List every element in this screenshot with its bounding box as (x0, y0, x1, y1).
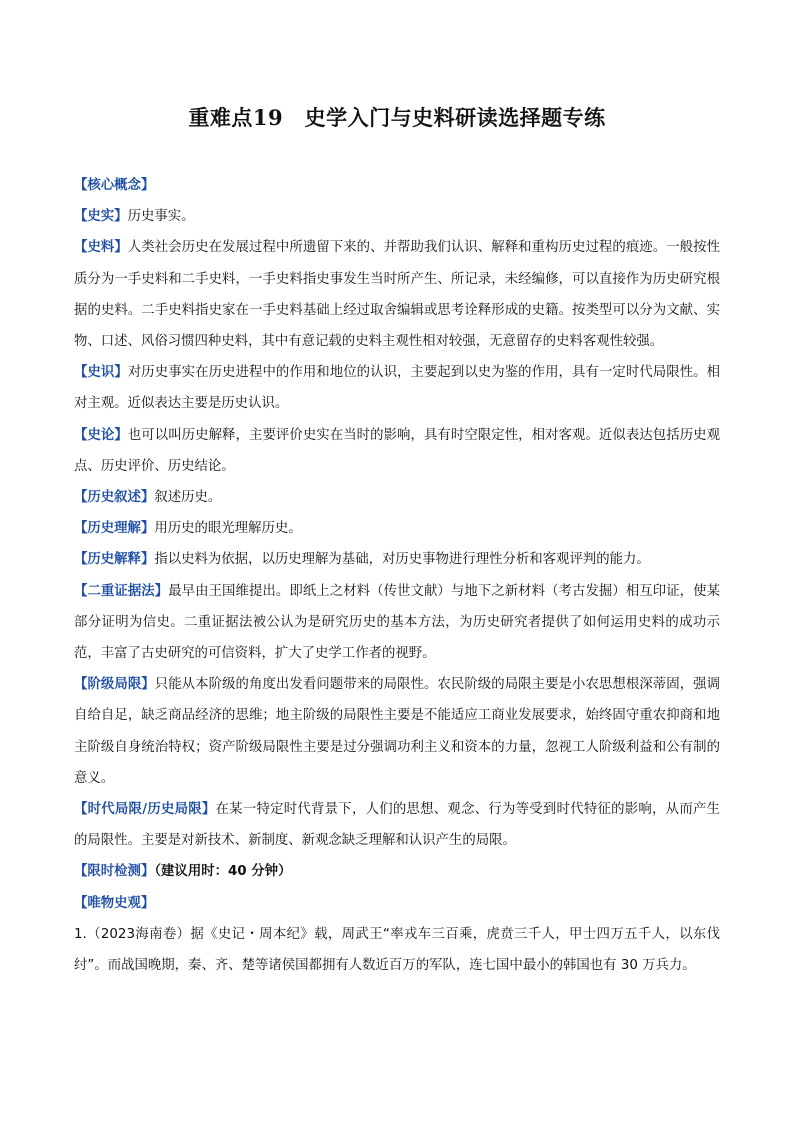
entry-shishi-recognition (74, 357, 720, 419)
entry-history-narration (74, 482, 720, 513)
entry-text: 人类社会历史在发展过程中所遗留下来的、并帮助我们认识、解释和重构历史过程的痕迹。一般按性质分为一手史料和二手史料，一手史料指史事发生当时所产生、所记录，未经编修，可以直接作为历史研究根据的史料。二手史料指史家在一手史料基础上经过取舍编辑或思考诠释形成的史籍。按类型可以分为文献、实物、口述、风俗习惯四种史料，其中有意记载的史料主观性相对较强，无意留存的史料客观性较强。 (74, 240, 721, 350)
entry-text: 历史事实。 (127, 209, 195, 225)
entry-era-limitation (74, 794, 720, 856)
section-heading-timed-test: 【限时检测】（建议用时：40 分钟） (74, 864, 292, 880)
entry-term: 【史论】 (74, 427, 128, 443)
page-title: 重难点19 史学入门与史料研读选择题专练 (188, 105, 606, 130)
question-1: 1.（2023海南卷）据《史记・周本纪》载，周武王“率戎车三百乘，虎贲三千人，甲士四万五千人，以东伐纣”。而战国晚期，秦、齐、楚等诸侯国都拥有人数近百万的军队，连七国中最小的韩国也有 30 万兵力。 (74, 926, 720, 974)
entry-history-understanding (74, 513, 720, 544)
entry-term: 【历史解释】 (74, 552, 155, 568)
entry-shiliao (74, 232, 720, 357)
document-body (74, 170, 720, 981)
entry-term: 【二重证据法】 (74, 583, 169, 599)
entry-class-limitation (74, 669, 720, 794)
section-heading-core-concepts: 【核心概念】 (74, 178, 155, 193)
entry-term: 【阶级局限】 (74, 677, 155, 693)
entry-text: 叙述历史。 (154, 490, 222, 506)
entry-term: 【历史理解】 (74, 521, 155, 537)
entry-text: 只能从本阶级的角度出发看问题带来的局限性。农民阶级的局限主要是小农思想根深蒂固，强调自给自足，缺乏商品经济的思维；地主阶级的局限性主要是不能适应工商业发展要求，始终固守重农抑商和地主阶级自身统治特权；资产阶级局限性主要是过分强调功利主义和资本的力量，忽视工人阶级利益和公有制的意义。 (74, 677, 721, 786)
entry-shishi (74, 201, 720, 232)
entry-text: 指以史料为依据，以历史理解为基础，对历史事物进行理性分析和客观评判的能力。 (154, 552, 650, 568)
entry-text: 用历史的眼光理解历史。 (154, 521, 302, 537)
test-time-note: （建议用时：40 分钟） (154, 864, 292, 880)
entry-text: 最早由王国维提出。即纸上之材料（传世文献）与地下之新材料（考古发掘）相互印证，使某部分证明为信史。二重证据法被公认为是研究历史的基本方法，为历史研究者提供了如何运用史料的成功示范，丰富了古史研究的可信资料，扩大了史学工作者的视野。 (74, 583, 720, 662)
entry-history-explanation (74, 544, 720, 575)
entry-term: 【历史叙述】 (74, 490, 155, 506)
entry-term: 【史料】 (74, 240, 128, 256)
entry-term: 【史实】 (74, 209, 128, 225)
entry-text: 在某一特定时代背景下，人们的思想、观念、行为等受到时代特征的影响，从而产生的局限性。主要是对新技术、新制度、新观念缺乏理解和认识产生的局限。 (74, 802, 720, 849)
entry-dual-evidence (74, 576, 720, 670)
entry-text: 对历史事实在历史进程中的作用和地位的认识，主要起到以史为鉴的作用，具有一定时代局限性。相对主观。近似表达主要是历史认识。 (74, 365, 721, 412)
entry-shilun (74, 420, 720, 482)
entry-text: 也可以叫历史解释，主要评价史实在当时的影响，具有时空限定性，相对客观。近似表达包括历史观点、历史评价、历史结论。 (74, 427, 721, 474)
entry-term: 【时代局限/历史局限】 (74, 802, 216, 818)
section-heading-materialism: 【唯物史观】 (74, 895, 155, 911)
entry-term: 【史识】 (74, 365, 128, 381)
